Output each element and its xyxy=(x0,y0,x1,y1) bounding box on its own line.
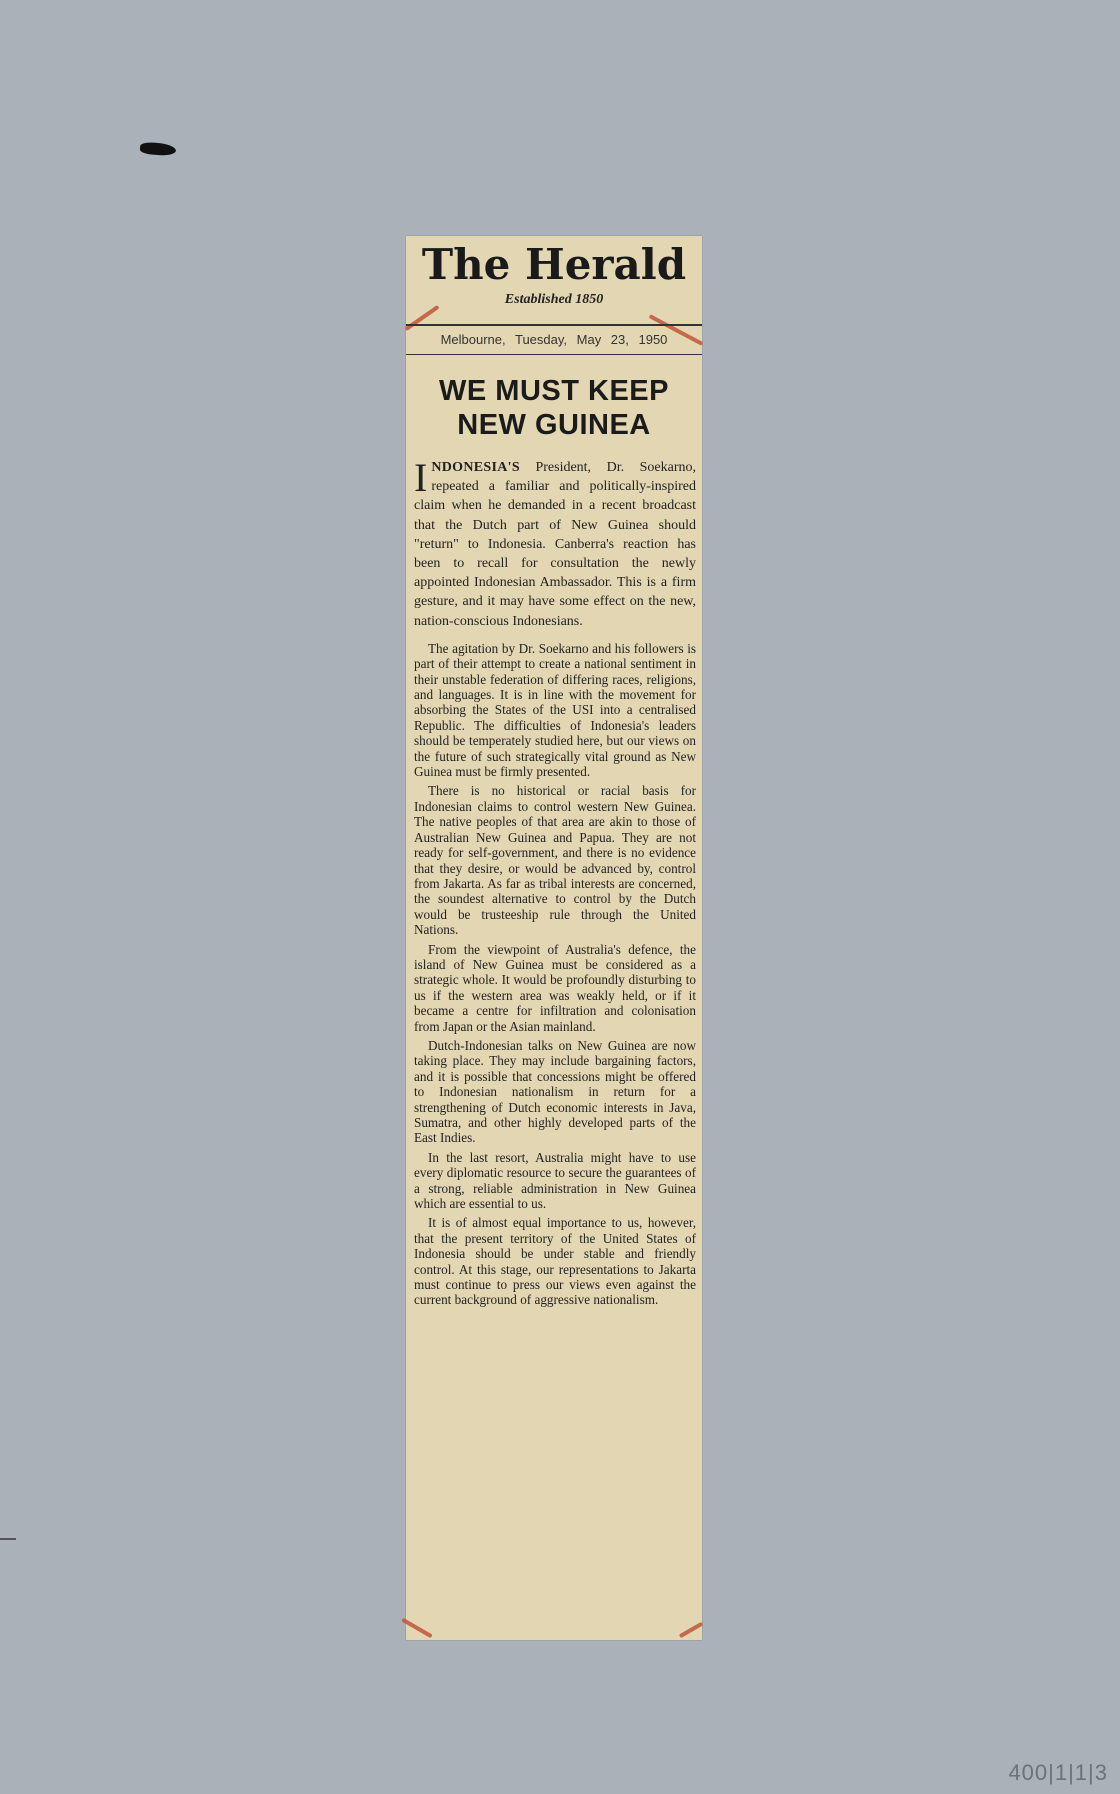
paragraph-4: From the viewpoint of Australia's defence, the island of New Guinea must be considered as a strategic whole. It would be profoundly disturbing to us if the western area was weakly held, or if it became a centre for infiltration and colonisation from Japan or the Asian mainland. xyxy=(414,941,696,1034)
newspaper-title: The Herald xyxy=(421,240,687,289)
drop-cap: I xyxy=(414,455,428,500)
red-crayon-mark-bottom-right xyxy=(679,1622,704,1638)
red-crayon-mark-bottom-left xyxy=(401,1618,432,1638)
headline-line-1: WE MUST KEEP xyxy=(439,375,669,407)
headline-line-2: NEW GUINEA xyxy=(457,409,651,441)
paragraph-7: It is of almost equal importance to us, however, that the present territory of the United States of Indonesia should be under stable and friendly control. At this stage, our representations to Jakarta must continue to press our views even against the current background of aggressive nationalism. xyxy=(414,1215,696,1308)
punch-hole-mark xyxy=(140,142,177,156)
masthead xyxy=(406,236,702,324)
article-body xyxy=(414,455,696,1312)
headline xyxy=(406,374,702,442)
edge-tick-mark xyxy=(0,1538,16,1540)
dateline: Melbourne, Tuesday, May 23, 1950 xyxy=(406,324,702,355)
paragraph-2: The agitation by Dr. Soekarno and his followers is part of their attempt to create a national sentiment in their unstable federation of differing races, religions, and languages. It is in line with the movement for absorbing the States of the USI into a centralised Republic. The difficulties of Indonesia's leaders should be temperately studied here, but our views on the future of such strategically vital ground as New Guinea must be firmly presented. xyxy=(414,640,696,780)
newspaper-clipping xyxy=(406,236,702,1640)
paragraph-5: Dutch-Indonesian talks on New Guinea are now taking place. They may include bargaining factors, and it is possible that concessions might be offered to Indonesian nationalism in return for a strengthening of Dutch economic interests in Java, Sumatra, and other highly developed parts of the East Indies. xyxy=(414,1037,696,1146)
paragraph-6: In the last resort, Australia might have to use every diplomatic resource to secure the guarantees of a strong, reliable administration in New Guinea which are essential to us. xyxy=(414,1149,696,1212)
paragraph-1-text: President, Dr. Soekarno, repeated a familiar and politically-inspired claim when he demanded in a recent broadcast that the Dutch part of New Guinea should "return" to Indonesia. Canberra's reaction has been to recall for consultation the newly appointed Indonesian Ambassador. This is a firm gesture, and it may have some effect on the new, nation-conscious Indonesians. xyxy=(414,460,696,629)
paragraph-1 xyxy=(414,455,696,631)
archive-reference-number: 400|1|1|3 xyxy=(1008,1760,1108,1785)
established-line: Established 1850 xyxy=(504,292,604,307)
paragraph-3: There is no historical or racial basis for Indonesian claims to control western New Guinea. The native peoples of that area are akin to those of Australian New Guinea and Papua. They are not ready for self-government, and there is no evidence that they desire, or would be advanced by, control from Jakarta. As far as tribal interests are concerned, the soundest alternative to control by the Dutch would be trusteeship rule through the United Nations. xyxy=(414,783,696,938)
lead-caps: NDONESIA'S xyxy=(431,460,520,475)
